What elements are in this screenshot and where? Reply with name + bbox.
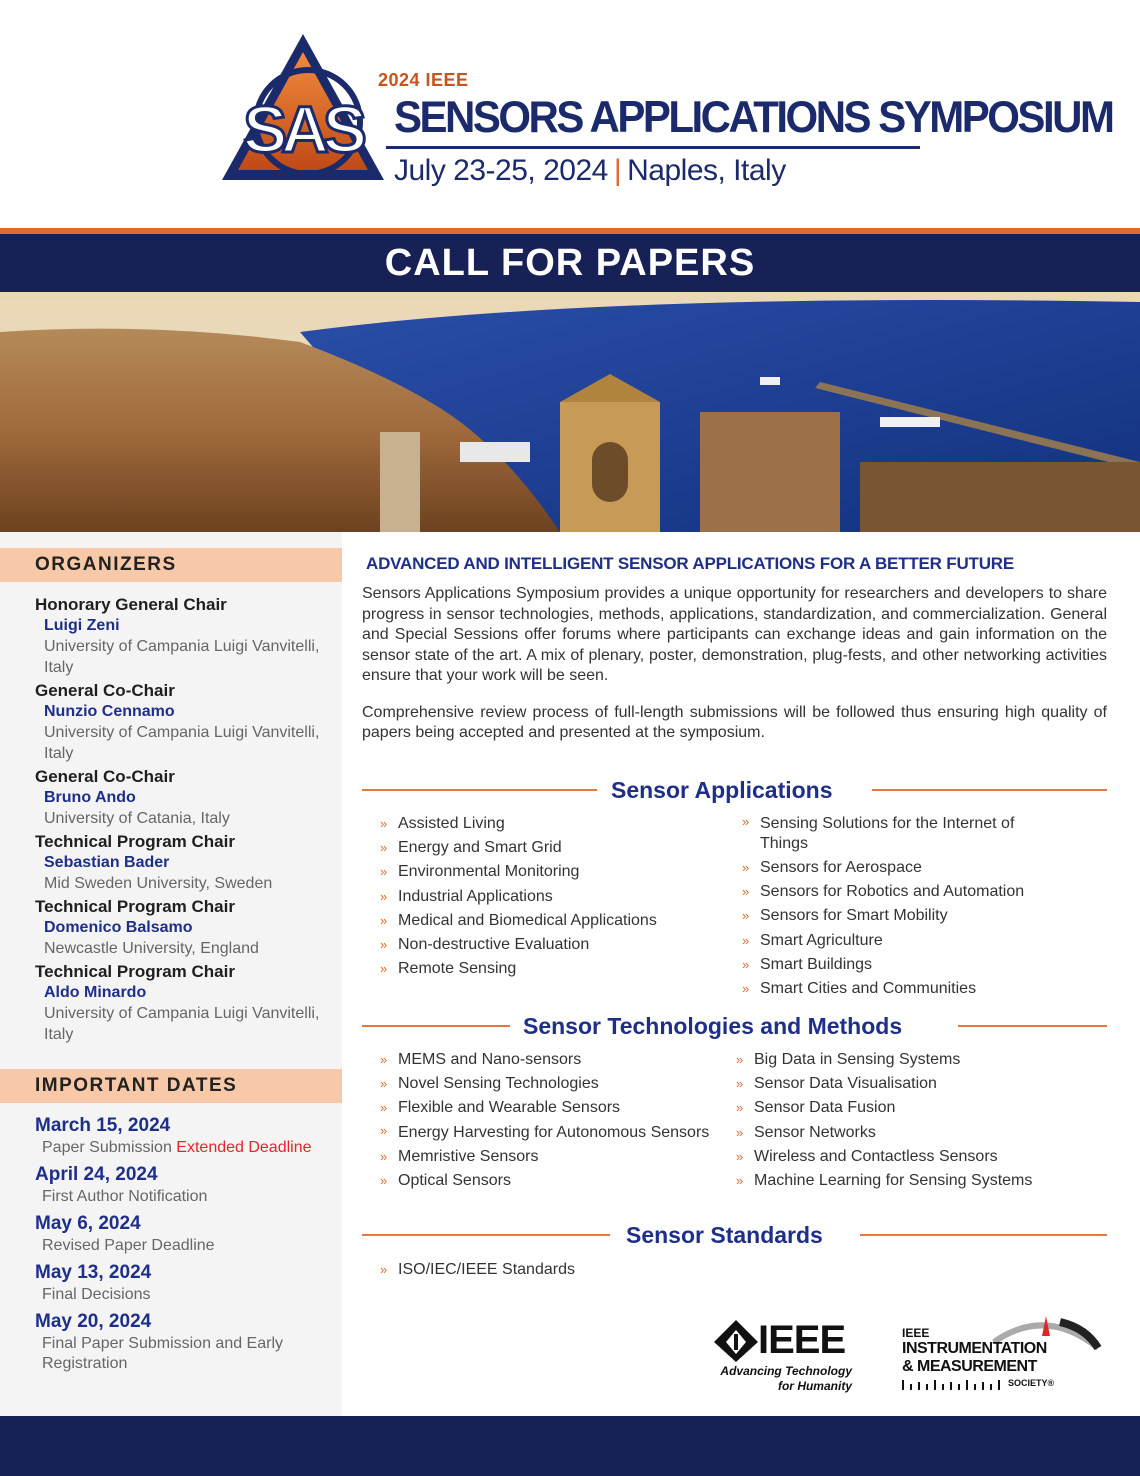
list-item: » Flexible and Wearable Sensors (380, 1096, 720, 1120)
sensor-applications-title: Sensor Applications (611, 777, 833, 803)
intro-text (362, 584, 1107, 744)
list-item: » Smart Buildings (742, 953, 1072, 977)
list-item: » Assisted Living (380, 812, 720, 836)
organizer-item (35, 831, 335, 894)
list-item: » Machine Learning for Sensing Systems (736, 1169, 1096, 1193)
sensor-technologies-heading (362, 1011, 1107, 1041)
date-value: May 13, 2024 (35, 1262, 152, 1283)
organizer-affiliation: University of Campania Luigi Vanvitelli, Italy (44, 1005, 320, 1043)
organizer-affiliation: University of Campania Luigi Vanvitelli, Italy (44, 638, 320, 676)
organizer-name: Bruno Ando (44, 789, 136, 806)
technologies-list-col2 (736, 1048, 1096, 1193)
heading-rule-left (362, 789, 597, 791)
list-item: » Energy Harvesting for Autonomous Sensors (380, 1121, 710, 1145)
date-value: May 20, 2024 (35, 1311, 152, 1332)
symposium-title: SENSORS APPLICATIONS SYMPOSIUM (394, 92, 1113, 142)
organizer-name: Luigi Zeni (44, 617, 120, 634)
event-dates: July 23-25, 2024 (394, 154, 608, 187)
intro-paragraph-1: Sensors Applications Symposium provides a unique opportunity for researchers and developers to share progress in sensor technologies, methods, applications, standardization, and commercialization. General and Special Sessions offer forums where participants can exchange ideas and gain information on the sensor state of the art. A mix of plenary, poster, demonstration, plug-fests, and other networking activities ensure that your work will be seen. (362, 585, 1107, 684)
date-item (35, 1163, 335, 1207)
list-item: » Smart Cities and Communities (742, 977, 1072, 1001)
date-item (35, 1310, 335, 1374)
organizer-name: Aldo Minardo (44, 984, 147, 1001)
heading-rule-right (860, 1234, 1107, 1236)
ims-name-line1: INSTRUMENTATION (902, 1340, 1047, 1357)
date-description: Final Paper Submission and Early Registration (42, 1335, 284, 1372)
footer-bar (0, 1416, 1140, 1476)
svg-text:SAS: SAS (243, 92, 361, 166)
list-item: » Remote Sensing (380, 957, 720, 981)
organizer-role: Technical Program Chair (35, 962, 235, 981)
ieee-tagline-line1: Advancing Technology (720, 1364, 852, 1378)
organizer-role: Technical Program Chair (35, 897, 235, 916)
organizers-heading-label: ORGANIZERS (35, 554, 177, 575)
ieee-logo-text: IEEE (758, 1318, 846, 1362)
sensor-technologies-title: Sensor Technologies and Methods (523, 1013, 903, 1039)
ims-name-line2: & MEASUREMENT (902, 1358, 1037, 1375)
sas-logo-icon (218, 30, 388, 200)
date-description: Final Decisions (42, 1286, 151, 1303)
header (0, 0, 1140, 228)
organizer-name: Domenico Balsamo (44, 919, 193, 936)
list-item: » Big Data in Sensing Systems (736, 1048, 1096, 1072)
ims-society-label: SOCIETY® (1008, 1378, 1055, 1388)
event-location: Naples, Italy (627, 154, 786, 187)
organizer-role: General Co-Chair (35, 681, 175, 700)
list-item: » Optical Sensors (380, 1169, 720, 1193)
list-item: » Sensor Networks (736, 1121, 1096, 1145)
organizer-item (35, 896, 335, 959)
list-item: » Wireless and Contactless Sensors (736, 1145, 1096, 1169)
date-description (35, 1138, 335, 1158)
organizer-item (35, 961, 335, 1045)
symposium-year: 2024 IEEE (378, 70, 469, 90)
list-item: » Non-destructive Evaluation (380, 933, 720, 957)
list-item: » Sensor Data Visualisation (736, 1072, 1096, 1096)
heading-rule-left (362, 1234, 610, 1236)
ims-scale-icon (902, 1380, 1006, 1390)
list-item: » ISO/IEC/IEEE Standards (380, 1258, 720, 1282)
important-dates-heading-label: IMPORTANT DATES (35, 1075, 238, 1096)
list-item: » Sensors for Robotics and Automation (742, 880, 1072, 904)
date-description: Revised Paper Deadline (42, 1237, 215, 1254)
naples-cityscape-image (0, 292, 1140, 532)
organizers-list (35, 594, 335, 1047)
separator: | (613, 154, 622, 187)
heading-rule-left (362, 1025, 510, 1027)
organizers-heading (0, 548, 342, 582)
organizer-role: Honorary General Chair (35, 595, 227, 614)
naples-photo (0, 292, 1140, 532)
tagline: ADVANCED AND INTELLIGENT SENSOR APPLICATIONS FOR A BETTER FUTURE (366, 554, 1015, 573)
date-description-text: Paper Submission (42, 1139, 177, 1156)
sensor-applications-heading (362, 775, 1107, 805)
cfp-banner (0, 234, 1140, 292)
organizer-item (35, 594, 335, 678)
important-dates-list (35, 1114, 335, 1379)
technologies-list-col1 (380, 1048, 720, 1193)
organizer-role: General Co-Chair (35, 767, 175, 786)
ieee-tagline (716, 1364, 852, 1394)
list-item: » Smart Agriculture (742, 929, 1072, 953)
ims-ieee-label: IEEE (902, 1326, 930, 1340)
important-dates-heading (0, 1069, 342, 1103)
list-item: » Energy and Smart Grid (380, 836, 720, 860)
organizer-affiliation: University of Catania, Italy (44, 810, 230, 827)
standards-list (380, 1258, 720, 1282)
header-rule (386, 146, 920, 149)
date-description: First Author Notification (42, 1188, 208, 1205)
list-item: » MEMS and Nano-sensors (380, 1048, 720, 1072)
list-item: » Sensors for Aerospace (742, 856, 1072, 880)
list-item: » Environmental Monitoring (380, 860, 720, 884)
ieee-diamond-icon (712, 1318, 762, 1364)
organizer-affiliation: Mid Sweden University, Sweden (44, 875, 273, 892)
list-item: » Novel Sensing Technologies (380, 1072, 720, 1096)
list-item: » Sensing Solutions for the Internet of Things (742, 812, 1042, 856)
list-item: » Medical and Biomedical Applications (380, 909, 720, 933)
intro-paragraph-2: Comprehensive review process of full-length submissions will be followed thus ensuring high quality of papers being accepted and presented at the symposium. (362, 703, 1107, 741)
applications-list-col1 (380, 812, 720, 981)
ieee-tagline-line2: for Humanity (777, 1379, 852, 1393)
date-value: March 15, 2024 (35, 1115, 171, 1136)
organizer-item (35, 680, 335, 764)
organizer-item (35, 766, 335, 829)
sensor-standards-title: Sensor Standards (626, 1222, 823, 1248)
heading-rule-right (958, 1025, 1107, 1027)
list-item: » Industrial Applications (380, 885, 720, 909)
organizer-role: Technical Program Chair (35, 832, 235, 851)
date-item (35, 1212, 335, 1256)
date-item (35, 1261, 335, 1305)
organizer-name: Nunzio Cennamo (44, 703, 175, 720)
extended-deadline-label: Extended Deadline (176, 1139, 312, 1156)
event-date-location (394, 154, 786, 188)
heading-rule-right (872, 789, 1107, 791)
sensor-standards-heading (362, 1220, 1107, 1250)
date-value: April 24, 2024 (35, 1164, 158, 1185)
cfp-title: CALL FOR PAPERS (384, 242, 756, 284)
date-item (35, 1114, 335, 1158)
list-item: » Sensor Data Fusion (736, 1096, 1096, 1120)
organizer-name: Sebastian Bader (44, 854, 170, 871)
organizer-affiliation: University of Campania Luigi Vanvitelli, Italy (44, 724, 320, 762)
date-value: May 6, 2024 (35, 1213, 141, 1234)
left-sidebar (0, 532, 342, 1416)
list-item: » Memristive Sensors (380, 1145, 720, 1169)
organizer-affiliation: Newcastle University, England (44, 940, 259, 957)
list-item: » Sensors for Smart Mobility (742, 904, 1072, 928)
applications-list-col2 (742, 812, 1072, 1001)
